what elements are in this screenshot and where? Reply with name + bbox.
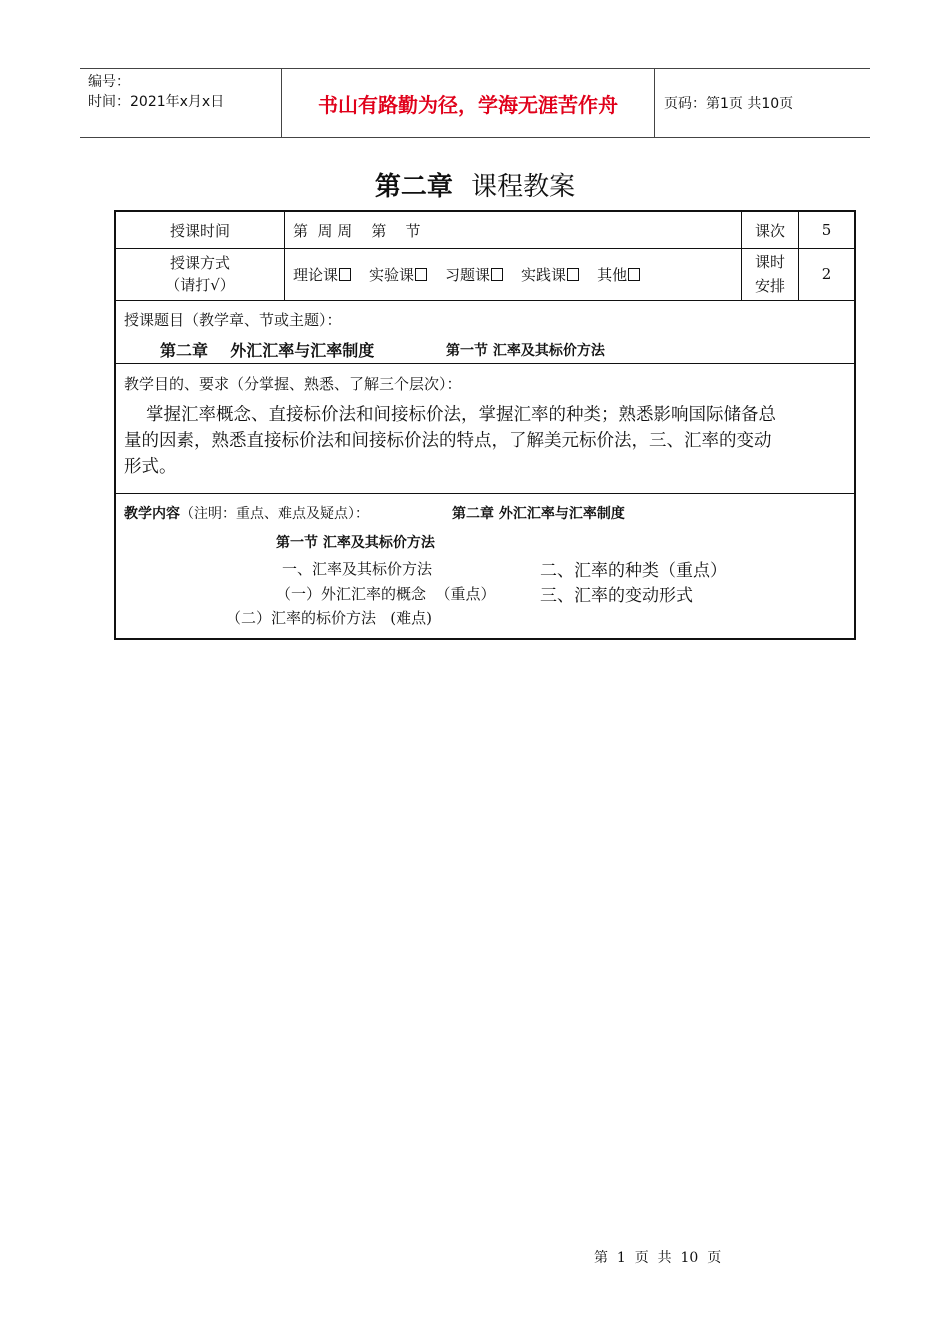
content-item-1: 一、汇率及其标价方法 [282,560,433,578]
hours-value: 2 [798,248,854,300]
title-chapter: 第二章 [374,172,453,202]
page-header [80,68,870,138]
checkbox-icon[interactable] [628,268,640,281]
method-theory[interactable]: 理论课 [293,264,351,285]
title-rest: 课程教案 [471,172,576,202]
hours-label-line1: 课时 [754,253,785,271]
goals-line-3: 形式。 [124,457,177,477]
checkbox-icon[interactable] [491,268,503,281]
session-value: 5 [798,212,854,248]
topic-chapter: 第二章 外汇汇率与汇率制度 [160,341,375,360]
content-label-rest: （注明：重点、难点及疑点）： [180,506,369,522]
header-motto: 书山有路勤为径，学海无涯苦作舟 [282,69,655,137]
page-title [0,166,950,203]
row-time [116,212,854,249]
topic-section: 第一节 汇率及其标价方法 [446,343,605,359]
content-item-4: 三、汇率的变动形式 [540,586,693,606]
checkbox-icon[interactable] [339,268,351,281]
content-section: 第一节 汇率及其标价方法 [276,535,435,551]
goals-line-1: 掌握汇率概念、直接标价法和间接标价法，掌握汇率的种类；熟悉影响国际储备总 [146,405,776,425]
method-options [284,248,741,300]
time-label: 授课时间 [169,221,230,240]
method-exercise[interactable]: 习题课 [445,264,503,285]
topic-label: 授课题目（教学章、节或主题）： [124,311,342,329]
row-goals [116,363,854,494]
row-topic [116,300,854,364]
method-label-line2: （请打√） [165,276,235,294]
lesson-plan-table [114,210,856,640]
checkbox-icon[interactable] [567,268,579,281]
row-method [116,248,854,301]
hours-label [741,248,798,300]
header-page-info: 页码：第1页 共10页 [664,96,794,112]
content-item-3: （一）外汇汇率的概念 （重点） [276,585,496,603]
method-practice[interactable]: 实践课 [521,264,579,285]
number-label: 编号： [88,74,130,90]
goals-line-2: 量的因素，熟悉直接标价法和间接标价法的特点，了解美元标价法，三、汇率的变动 [124,431,772,451]
time-value: 第 周 周 第 节 [284,212,741,248]
content-item-5: （二）汇率的标价方法 (难点) [226,609,433,627]
session-label: 课次 [741,212,798,248]
method-label [116,248,284,300]
page-footer: 第 1 页 共 10 页 [594,1250,722,1266]
content-label-bold: 教学内容 [124,506,180,522]
method-lab[interactable]: 实验课 [369,264,427,285]
goals-label: 教学目的、要求（分掌握、熟悉、了解三个层次）： [124,375,462,393]
content-label [124,503,369,523]
row-content [116,493,854,638]
method-label-line1: 授课方式 [169,254,230,272]
content-item-2: 二、汇率的种类（重点） [540,561,727,581]
content-chapter: 第二章 外汇汇率与汇率制度 [452,506,625,522]
date-line: 时间：2021年x月x日 [88,94,225,110]
method-other[interactable]: 其他 [597,264,640,285]
checkbox-icon[interactable] [415,268,427,281]
header-meta [80,69,282,137]
hours-label-line2: 安排 [754,277,785,295]
